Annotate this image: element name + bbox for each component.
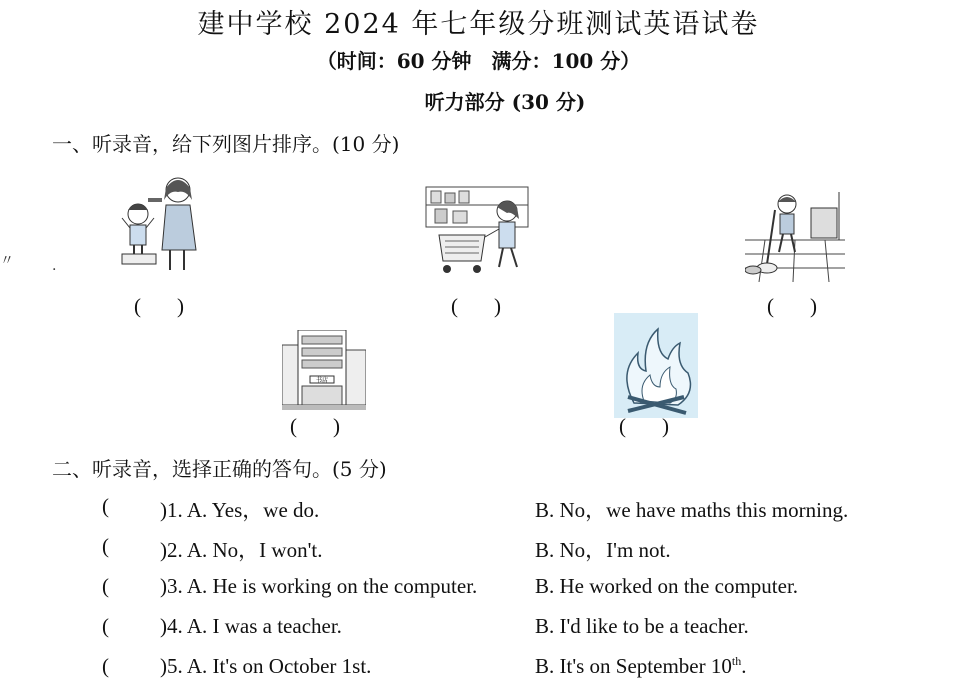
bookstore-sign: 书店: [315, 377, 329, 384]
answer-blank[interactable]: (: [102, 574, 109, 598]
exam-title: 建中学校 2024 年七年级分班测试英语试卷: [197, 9, 760, 40]
option-a: )4. A. I was a teacher.: [160, 614, 342, 638]
answer-blank-pic5[interactable]: ( ): [619, 414, 669, 438]
boy-mopping-floor-icon: [745, 190, 845, 282]
part1-heading: 一、听录音，给下列图片排序。(10 分): [52, 132, 400, 156]
margin-dot: .: [52, 258, 57, 274]
girl-shopping-cart-icon: [425, 185, 530, 282]
answer-blank-pic2[interactable]: ( ): [451, 294, 501, 318]
option-b: B. I'd like to be a teacher.: [535, 614, 749, 638]
option-a: )3. A. He is working on the computer.: [160, 574, 478, 598]
option-b: B. No，we have maths this morning.: [535, 498, 849, 522]
answer-blank-pic4[interactable]: ( ): [290, 414, 340, 438]
part2-heading: 二、听录音，选择正确的答句。(5 分): [52, 457, 387, 481]
option-b: [535, 654, 746, 679]
answer-blank[interactable]: (: [102, 654, 109, 678]
option-a: )5. A. It's on October 1st.: [160, 654, 372, 678]
exam-subtitle: （时间：60 分钟 满分：100 分）: [316, 49, 641, 73]
answer-blank[interactable]: (: [102, 494, 109, 518]
answer-blank-pic1[interactable]: ( ): [134, 294, 184, 318]
option-b-main: B. It's on September 10: [535, 654, 732, 678]
option-a: )1. A. Yes，we do.: [160, 498, 320, 522]
option-b: B. No，I'm not.: [535, 538, 671, 562]
option-b-superscript: th: [731, 654, 742, 668]
answer-blank[interactable]: (: [102, 534, 109, 558]
option-b: B. He worked on the computer.: [535, 574, 799, 598]
section-header-listening: 听力部分 (30 分): [424, 90, 586, 114]
mother-child-height-icon: [108, 170, 203, 280]
answer-blank-pic3[interactable]: ( ): [767, 294, 817, 318]
campfire-icon: [614, 313, 698, 418]
margin-mark: 〃: [0, 253, 14, 269]
bookstore-building-icon: [282, 330, 366, 410]
answer-blank[interactable]: (: [102, 614, 109, 638]
option-b-end: .: [741, 654, 747, 678]
option-a: )2. A. No，I won't.: [160, 538, 323, 562]
